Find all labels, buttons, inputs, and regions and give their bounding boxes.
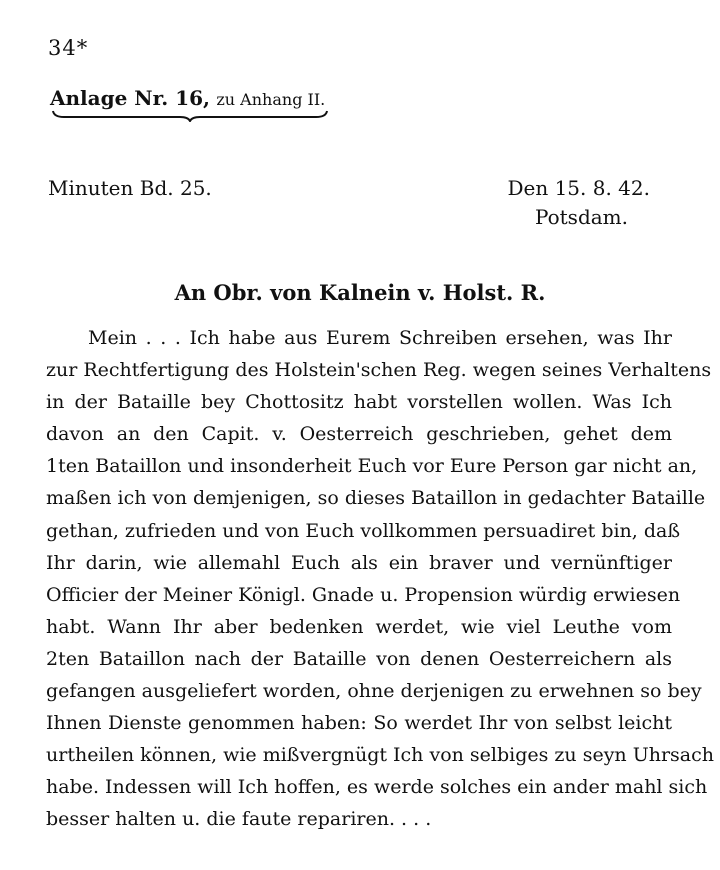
text-line: 2ten Bataillon nach der Bataille von denen Oesterreichern als	[46, 647, 672, 670]
text-line: Ihr darin, wie allemahl Euch als ein braver und vernünftiger	[46, 551, 672, 574]
text-line: in der Bataille bey Chottositz habt vorstellen wollen. Was Ich	[46, 391, 672, 414]
letter-body	[46, 322, 714, 836]
appendix-number: Anlage Nr. 16,	[50, 86, 210, 110]
text-line: habe. Indessen will Ich hoffen, es werde solches ein ander mahl sich	[46, 776, 708, 799]
appendix-reference: zu Anhang II.	[216, 90, 326, 109]
text-line: habt. Wann Ihr aber bedenken werdet, wie viel Leuthe vom	[46, 615, 672, 638]
addressee-heading: An Obr. von Kalnein v. Holst. R.	[174, 280, 546, 305]
text-line: davon an den Capit. v. Oesterreich geschrieben, gehet dem	[46, 423, 672, 446]
text-line: zur Rechtfertigung des Holstein'schen Reg. wegen seines Verhaltens	[46, 359, 712, 382]
page-number: 34*	[48, 36, 89, 60]
text-line: Officier der Meiner Königl. Gnade u. Propension würdig erwiesen	[46, 583, 681, 606]
text-line: urtheilen können, wie mißvergnügt Ich von selbiges zu seyn Uhrsach	[46, 744, 714, 767]
appendix-heading	[50, 86, 325, 110]
text-line: gefangen ausgeliefert worden, ohne derjenigen zu erwehnen so bey	[46, 680, 702, 703]
text-line: 1ten Bataillon und insonderheit Euch vor Eure Person gar nicht an,	[46, 455, 698, 478]
text-line: Mein . . . Ich habe aus Eurem Schreiben ersehen, was Ihr	[88, 327, 672, 349]
underline-brace	[52, 110, 328, 122]
text-line: gethan, zufrieden und von Euch vollkommen persuadiret bin, daß	[46, 519, 681, 542]
place: Potsdam.	[534, 205, 628, 229]
minutes-reference: Minuten Bd. 25.	[48, 176, 212, 200]
date: Den 15. 8. 42.	[507, 176, 650, 200]
text-line: Ihnen Dienste genommen haben: So werdet Ihr von selbst leicht	[46, 712, 672, 735]
text-line: maßen ich von demjenigen, so dieses Bataillon in gedachter Bataille	[46, 487, 706, 510]
text-line: besser halten u. die faute repariren. . . .	[46, 808, 432, 831]
